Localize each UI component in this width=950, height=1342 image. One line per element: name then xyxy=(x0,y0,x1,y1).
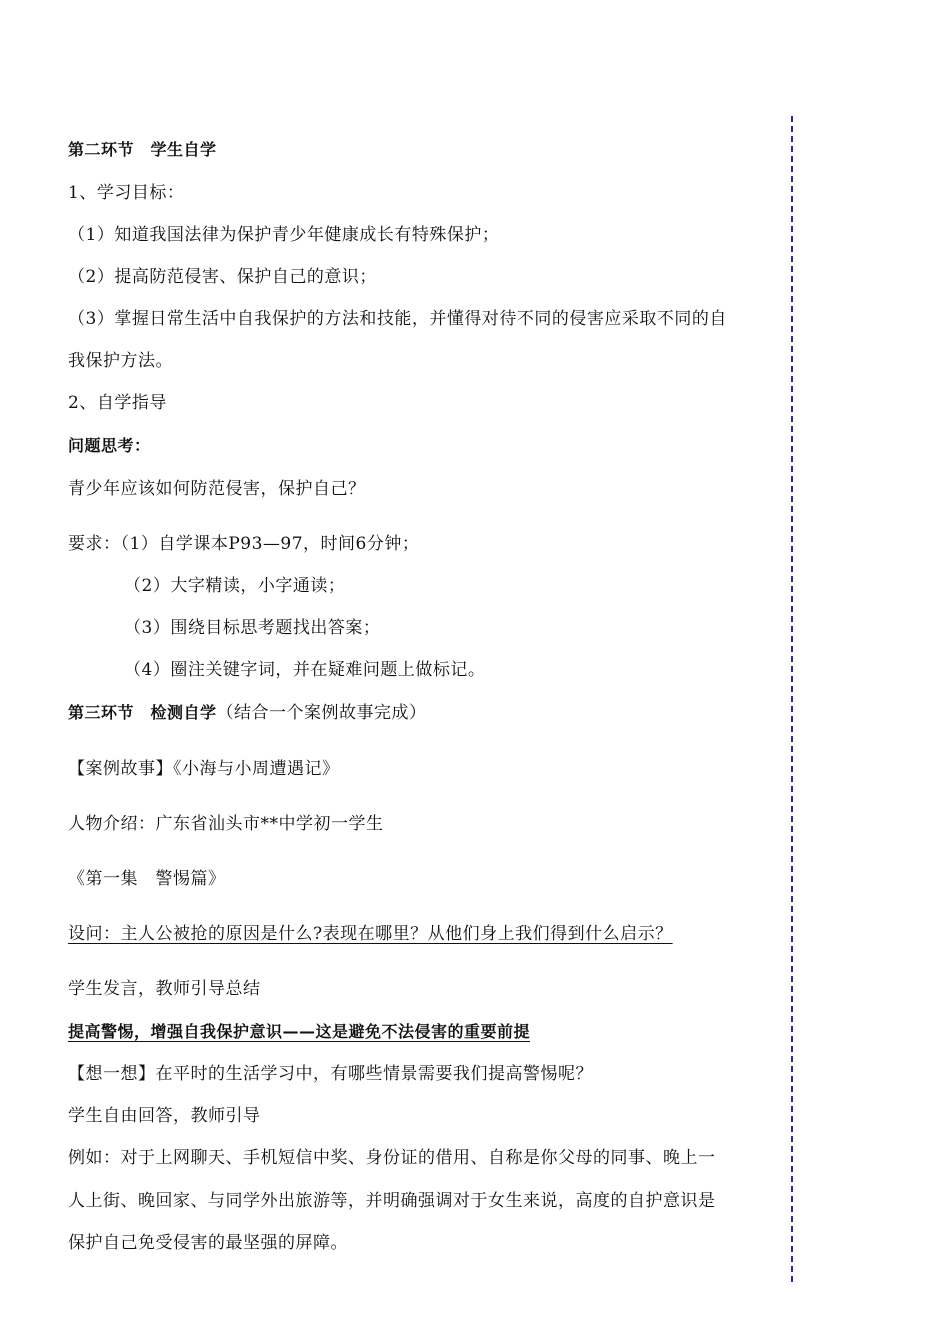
binding-margin-line xyxy=(791,116,793,1282)
goal-3: （3）掌握日常生活中自我保护的方法和技能，并懂得对待不同的侵害应采取不同的自 xyxy=(68,309,727,329)
section3-title: 第三环节 检测自学 xyxy=(68,703,217,722)
requirement-4: （4）圈注关键字词，并在疑难问题上做标记。 xyxy=(124,660,486,680)
question-heading: 问题思考： xyxy=(68,436,151,455)
guide-heading: 2、自学指导 xyxy=(68,393,167,413)
requirement-1: 要求：（1）自学课本P93—97，时间6分钟； xyxy=(68,534,420,554)
case-story: 【案例故事】《小海与小周遭遇记》 xyxy=(68,759,340,779)
episode-title: 《第一集 警惕篇》 xyxy=(68,869,226,889)
answer-note: 学生自由回答，教师引导 xyxy=(68,1106,261,1126)
example-line-2: 人上街、晚回家、与同学外出旅游等，并明确强调对于女生来说，高度的自护意识是 xyxy=(68,1191,716,1211)
guiding-question: 青少年应该如何防范侵害，保护自己？ xyxy=(68,479,366,499)
section3-heading-line xyxy=(68,701,790,725)
section2-title: 第二环节 学生自学 xyxy=(68,140,217,159)
goals-heading: 1、学习目标： xyxy=(68,183,185,203)
think-prompt: 【想一想】在平时的生活学习中，有哪些情景需要我们提高警惕呢？ xyxy=(68,1064,593,1084)
requirement-3: （3）围绕目标思考题找出答案； xyxy=(124,618,381,638)
goal-1: （1）知道我国法律为保护青少年健康成长有特殊保护； xyxy=(68,225,500,245)
section3-title-note: （结合一个案例故事完成） xyxy=(216,703,427,723)
goal-3-continued: 我保护方法。 xyxy=(68,351,173,371)
goal-2: （2）提高防范侵害、保护自己的意识； xyxy=(68,267,377,287)
characters: 人物介绍：广东省汕头市**中学初一学生 xyxy=(68,814,384,834)
example-line-1: 例如：对于上网聊天、手机短信中奖、身份证的借用、自称是你父母的同事、晚上一 xyxy=(68,1148,716,1168)
student-response: 学生发言，教师引导总结 xyxy=(68,979,261,999)
case-question: 设问：主人公被抢的原因是什么?表现在哪里？从他们身上我们得到什么启示？ xyxy=(68,924,673,944)
key-point: 提高警惕，增强自我保护意识——这是避免不法侵害的重要前提 xyxy=(68,1022,531,1041)
requirement-2: （2）大字精读，小字通读； xyxy=(124,576,346,596)
example-line-3: 保护自己免受侵害的最坚强的屏障。 xyxy=(68,1233,348,1253)
